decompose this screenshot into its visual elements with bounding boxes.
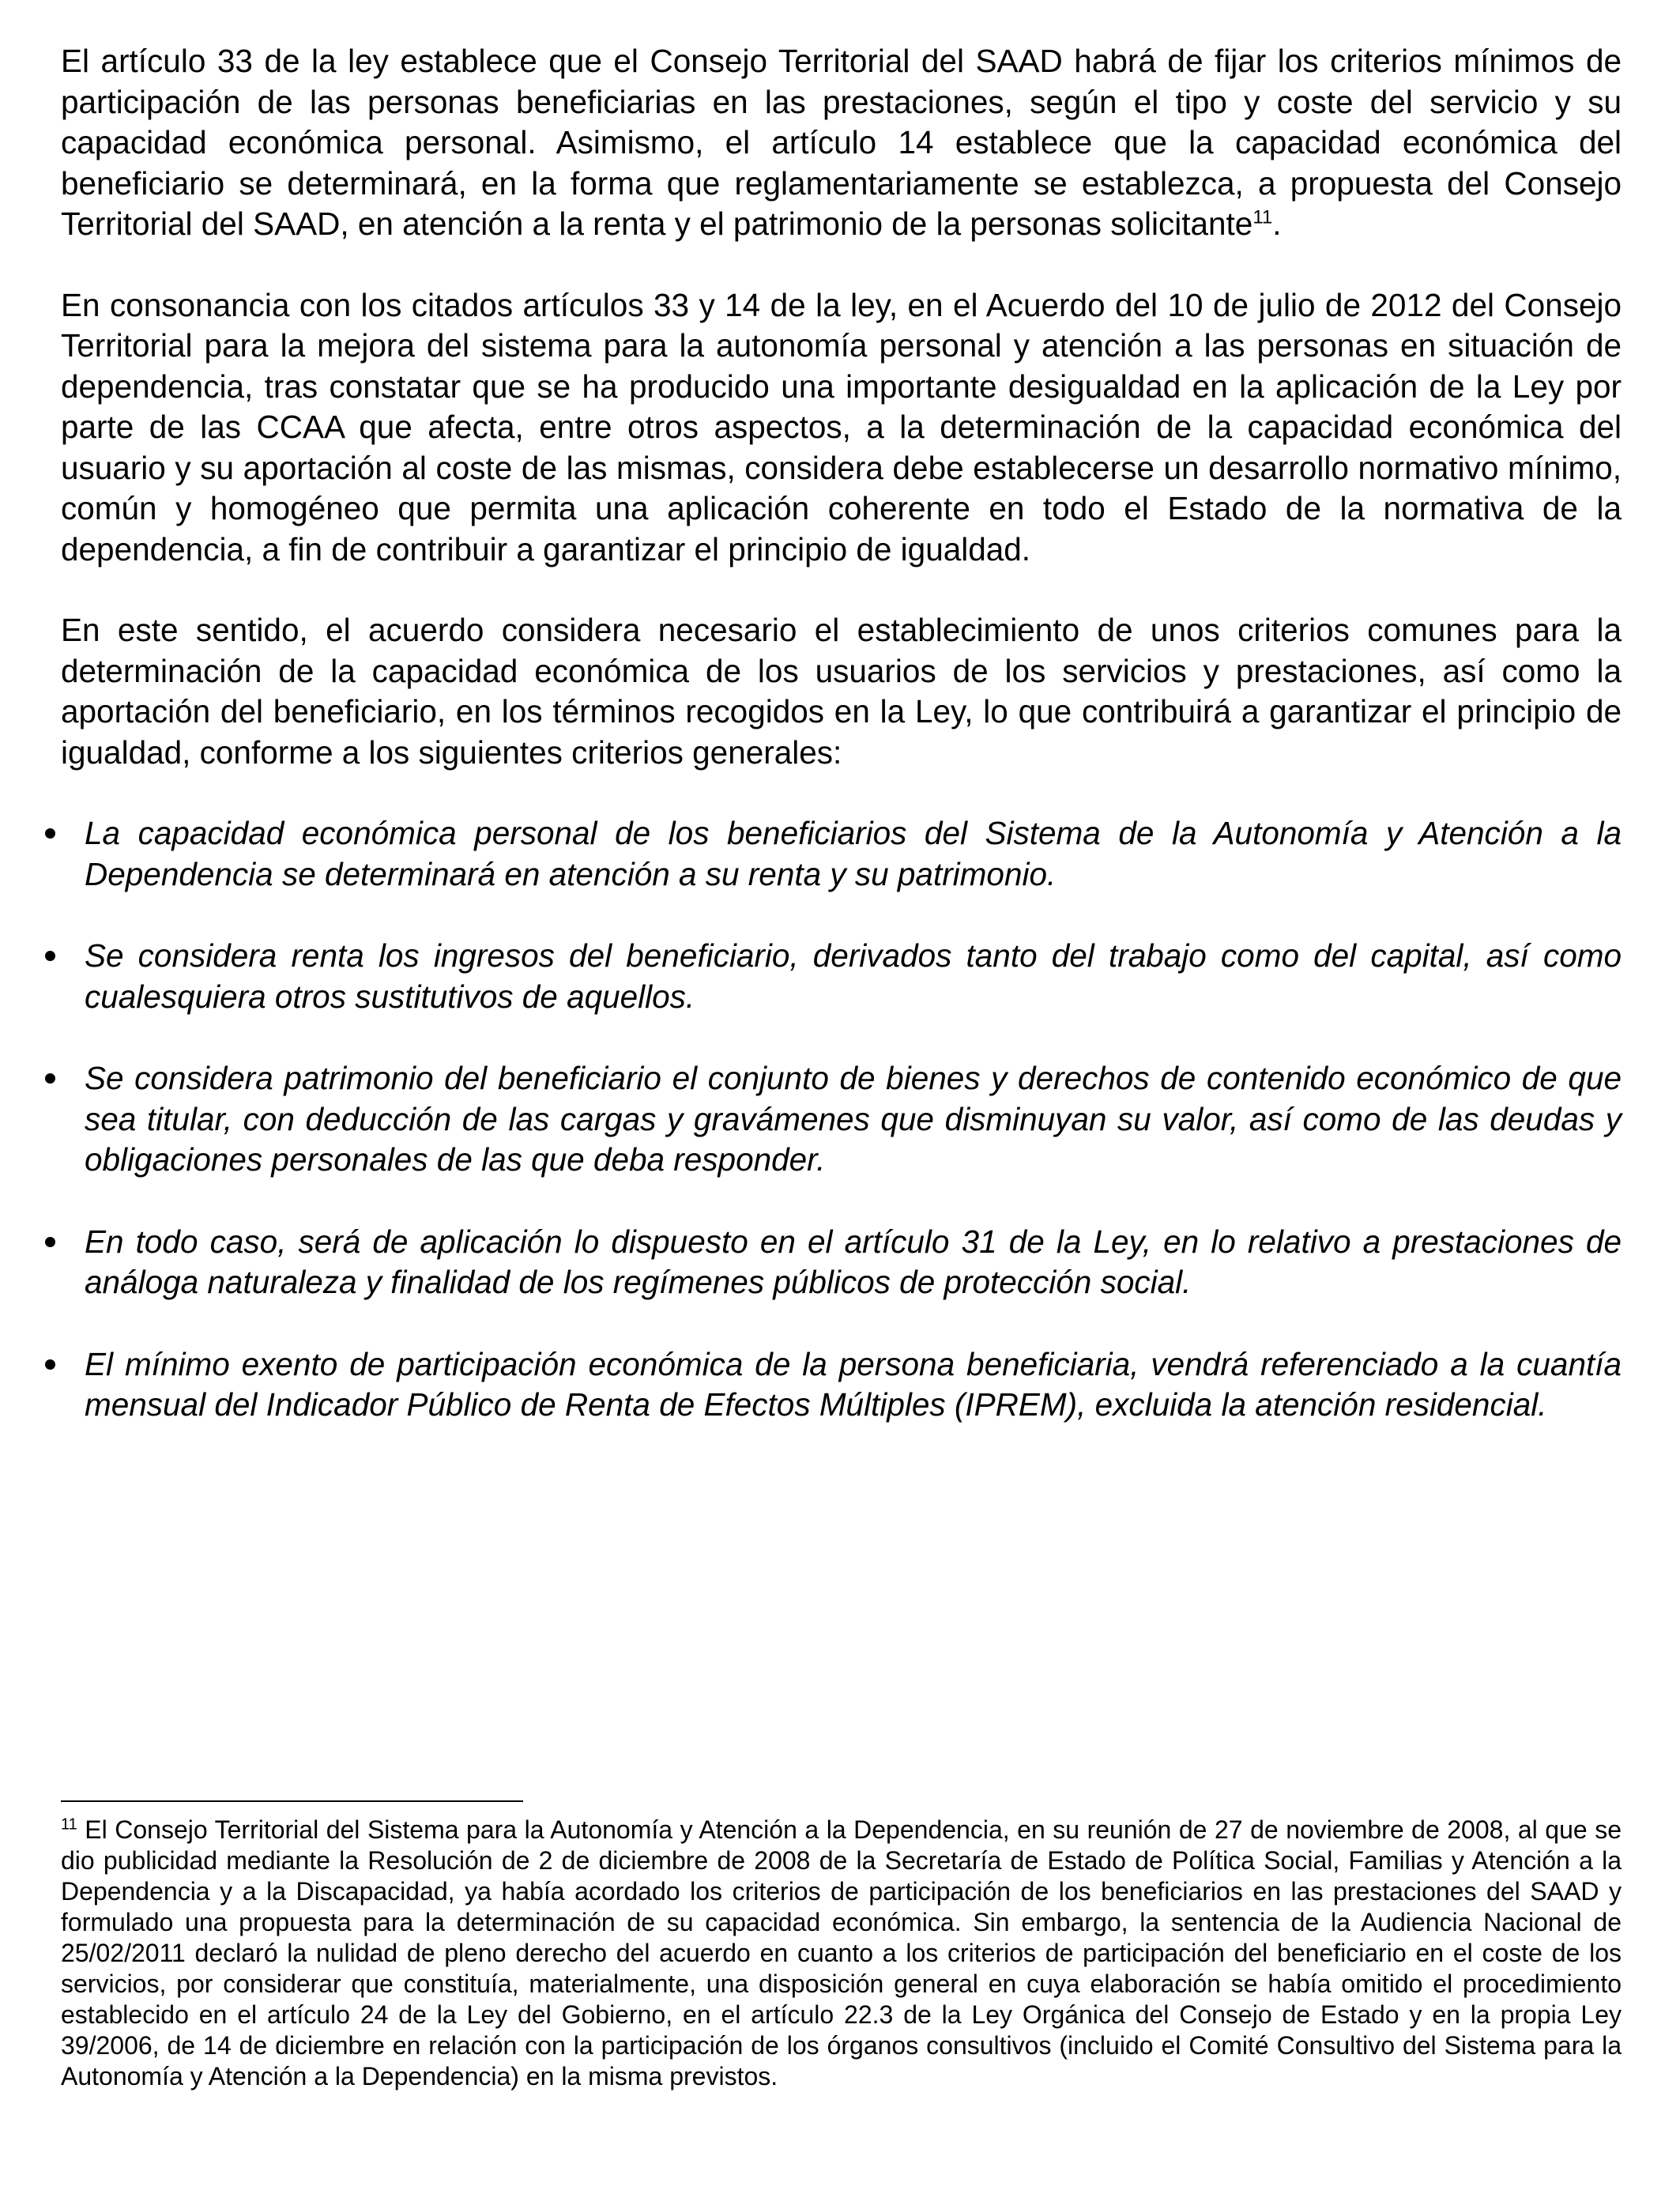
list-item [61, 936, 1622, 1017]
list-item-text: El mínimo exento de participación económica de la persona beneficiaria, vendrá referenciado a la cuantía mensual del Indicador Público de Renta de Efectos Múltiples (IPREM), excluida la atención residencial. [85, 1345, 1622, 1423]
document-body [61, 41, 1622, 1467]
paragraph-article-33-text: El artículo 33 de la ley establece que el Consejo Territorial del SAAD habrá de fijar los criterios mínimos de participación de las personas beneficiarias en las prestaciones, según el tipo y coste del servicio y su capacidad económica personal. Asimismo, el artículo 14 establece que la capacidad económica del beneficiario se determinará, en la forma que reglamentariamente se establezca, a propuesta del Consejo Territorial del SAAD, en atención a la renta y el patrimonio de la personas solicitante [61, 43, 1622, 242]
list-item-text: Se considera patrimonio del beneficiario el conjunto de bienes y derechos de contenido económico de que sea titular, con deducción de las cargas y gravámenes que disminuyan su valor, así como de las deudas y obligaciones personales de las que deba responder. [85, 1060, 1622, 1178]
bullet-icon [45, 1359, 55, 1370]
footnote-separator [61, 1800, 523, 1802]
paragraph-criterios-comunes: En este sentido, el acuerdo considera necesario el establecimiento de unos criterios comunes para la determinación de la capacidad económica de los usuarios de los servicios y prestaciones, así como la aportación del beneficiario, en los términos recogidos en la Ley, lo que contribuirá a garantizar el principio de igualdad, conforme a los siguientes criterios generales: [61, 612, 1622, 771]
list-item [61, 1344, 1622, 1426]
criteria-list [61, 813, 1622, 1426]
footnote-text: El Consejo Territorial del Sistema para la Autonomía y Atención a la Dependencia, en su reunión de 27 de noviembre de 2008, al que se dio publicidad mediante la Resolución de 2 de diciembre de 2008 de la Secretaría de Estado de Política Social, Familias y Atención a la Dependencia y a la Discapacidad, ya había acordado los criterios de participación de los beneficiarios en las prestaciones del SAAD y formulado una propuesta para la determinación de su capacidad económica. Sin embargo, la sentencia de la Audiencia Nacional de 25/02/2011 declaró la nulidad de pleno derecho del acuerdo en cuanto a los criterios de participación del beneficiario en el coste de los servicios, por considerar que constituía, materialmente, una disposición general en cuya elaboración se había omitido el procedimiento establecido en el artículo 24 de la Ley del Gobierno, en el artículo 22.3 de la Ley Orgánica del Consejo de Estado y en la propia Ley 39/2006, de 14 de diciembre en relación con la participación de los órganos consultivos (incluido el Comité Consultivo del Sistema para la Autonomía y Atención a la Dependencia) en la misma previstos. [61, 1815, 1622, 2090]
footnote-reference[interactable]: 11 [1252, 206, 1273, 228]
bullet-icon [45, 1237, 55, 1247]
list-item [61, 1222, 1622, 1303]
footnote-number: 11 [61, 1815, 77, 1834]
bullet-icon [45, 1073, 55, 1084]
list-item [61, 1058, 1622, 1181]
paragraph-article-33 [61, 41, 1622, 245]
list-item-text: En todo caso, será de aplicación lo dispuesto en el artículo 31 de la Ley, en lo relativo a prestaciones de análoga naturaleza y finalidad de los regímenes públicos de protección social. [85, 1223, 1622, 1300]
list-item-text: La capacidad económica personal de los beneficiarios del Sistema de la Autonomía y Atención a la Dependencia se determinará en atención a su renta y su patrimonio. [85, 815, 1622, 892]
list-item [61, 813, 1622, 895]
bullet-icon [45, 951, 55, 961]
paragraph-article-33-end: . [1272, 205, 1282, 242]
footnote-11 [61, 1815, 1622, 2092]
list-item-text: Se considera renta los ingresos del beneficiario, derivados tanto del trabajo como del capital, así como cualesquiera otros sustitutivos de aquellos. [85, 937, 1622, 1015]
bullet-icon [45, 828, 55, 839]
paragraph-acuerdo-2012: En consonancia con los citados artículos 33 y 14 de la ley, en el Acuerdo del 10 de julio de 2012 del Consejo Territorial para la mejora del sistema para la autonomía personal y atención a las personas en situación de dependencia, tras constatar que se ha producido una importante desigualdad en la aplicación de la Ley por parte de las CCAA que afecta, entre otros aspectos, a la determinación de la capacidad económica del usuario y su aportación al coste de las mismas, considera debe establecerse un desarrollo normativo mínimo, común y homogéneo que permita una aplicación coherente en todo el Estado de la normativa de la dependencia, a fin de contribuir a garantizar el principio de igualdad. [61, 286, 1622, 567]
